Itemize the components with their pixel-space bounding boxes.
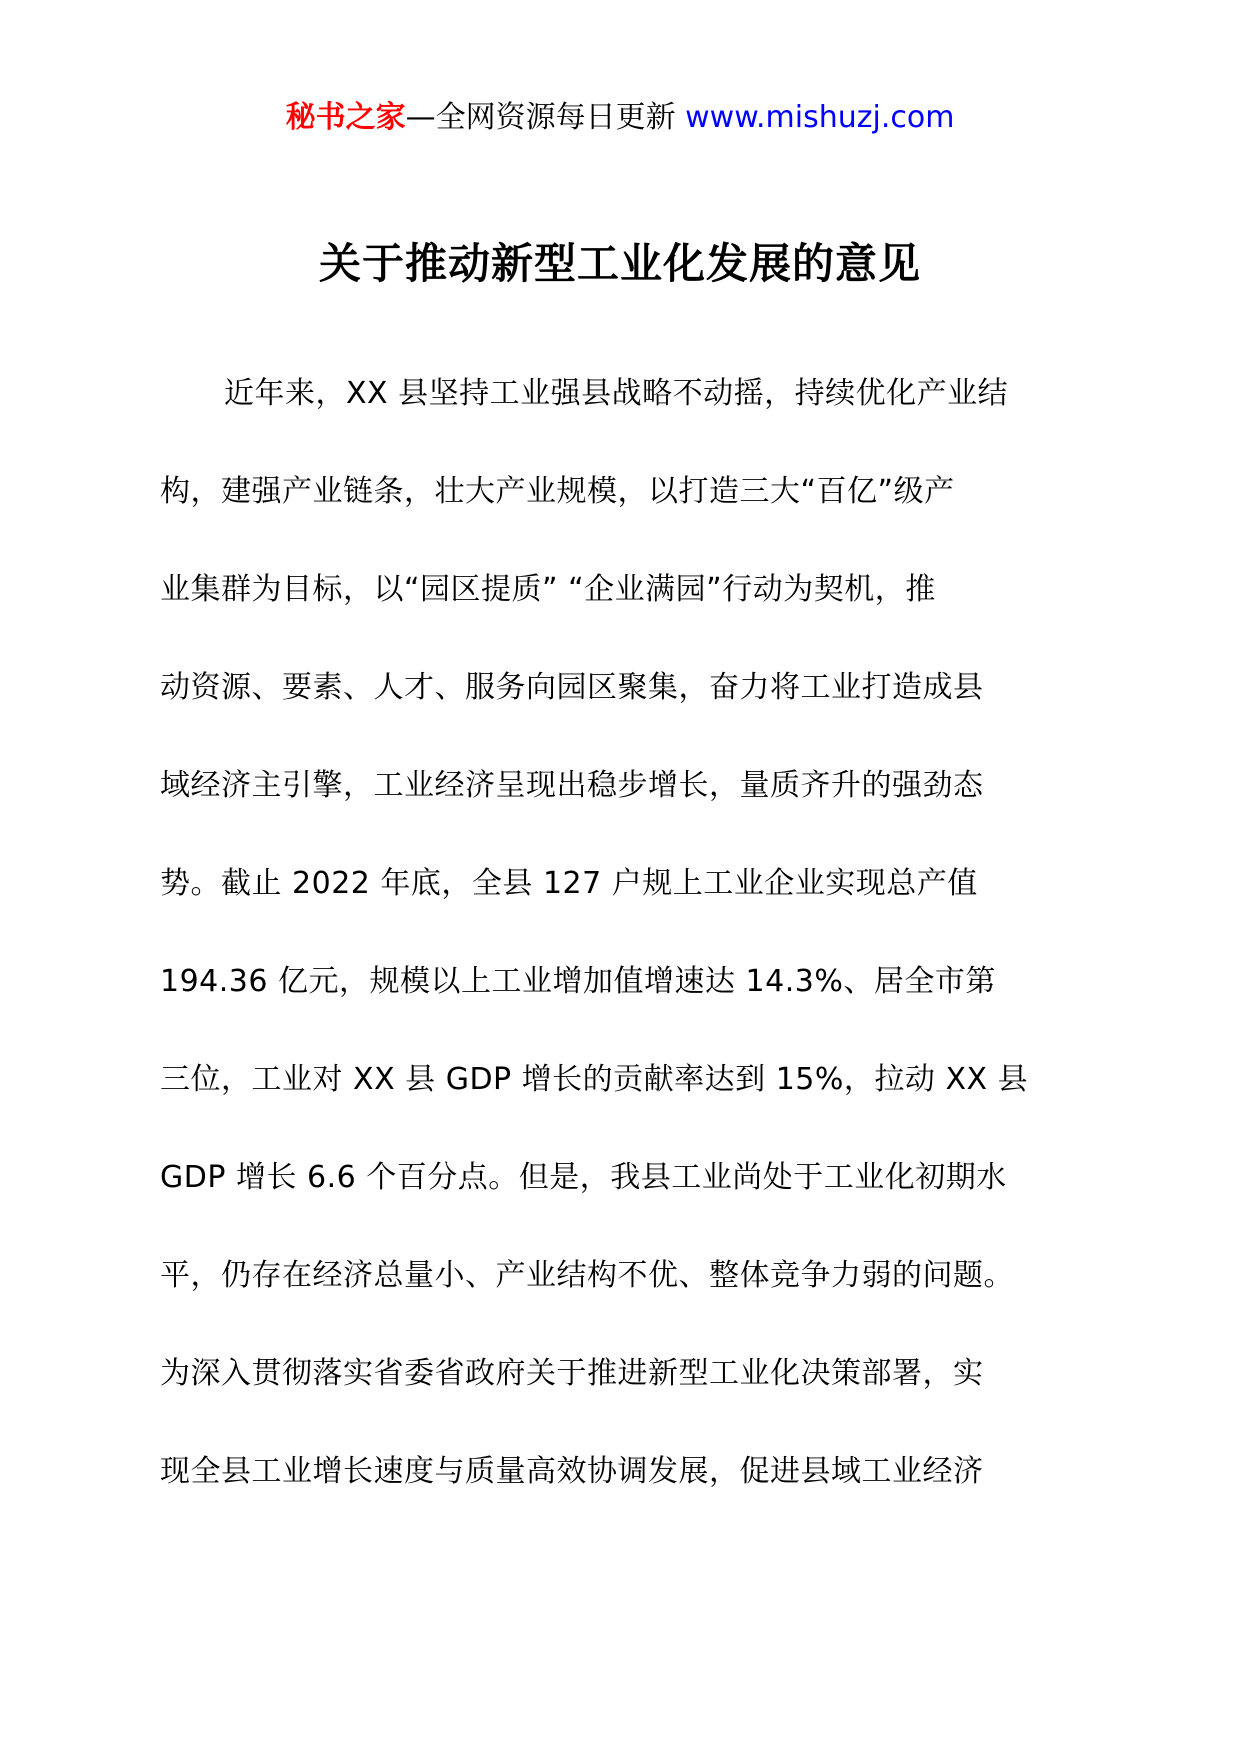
body-line: 现全县工业增长速度与质量高效协调发展，促进县域工业经济 <box>160 1454 984 1489</box>
document-body <box>160 364 1090 1540</box>
body-line: 业集群为目标，以“园区提质” “企业满园”行动为契机，推 <box>160 572 936 607</box>
body-line: 194.36 亿元，规模以上工业增加值增速达 14.3%、居全市第 <box>160 964 996 999</box>
body-line: 为深入贯彻落实省委省政府关于推进新型工业化决策部署，实 <box>160 1356 984 1391</box>
body-line: 三位，工业对 XX 县 GDP 增长的贡献率达到 15%，拉动 XX 县 <box>160 1062 1029 1097</box>
document-title: 关于推动新型工业化发展的意见 <box>318 239 921 288</box>
body-line: 近年来，XX 县坚持工业强县战略不动摇，持续优化产业结 <box>224 376 1009 411</box>
brand-name: 秘书之家 <box>285 100 406 135</box>
body-line: 动资源、要素、人才、服务向园区聚集，奋力将工业打造成县 <box>160 670 984 705</box>
site-url-link[interactable]: www.mishuzj.com <box>685 100 955 135</box>
body-line: 平，仍存在经济总量小、产业结构不优、整体竞争力弱的问题。 <box>160 1258 1014 1293</box>
header-tagline: —全网资源每日更新 <box>405 100 686 135</box>
body-line: GDP 增长 6.6 个百分点。但是，我县工业尚处于工业化初期水 <box>160 1160 1007 1195</box>
site-header <box>0 98 1240 138</box>
body-line: 势。截止 2022 年底，全县 127 户规上工业企业实现总产值 <box>160 866 978 901</box>
body-line: 构，建强产业链条，壮大产业规模，以打造三大“百亿”级产 <box>160 474 955 509</box>
body-line: 域经济主引擎，工业经济呈现出稳步增长，量质齐升的强劲态 <box>160 768 984 803</box>
